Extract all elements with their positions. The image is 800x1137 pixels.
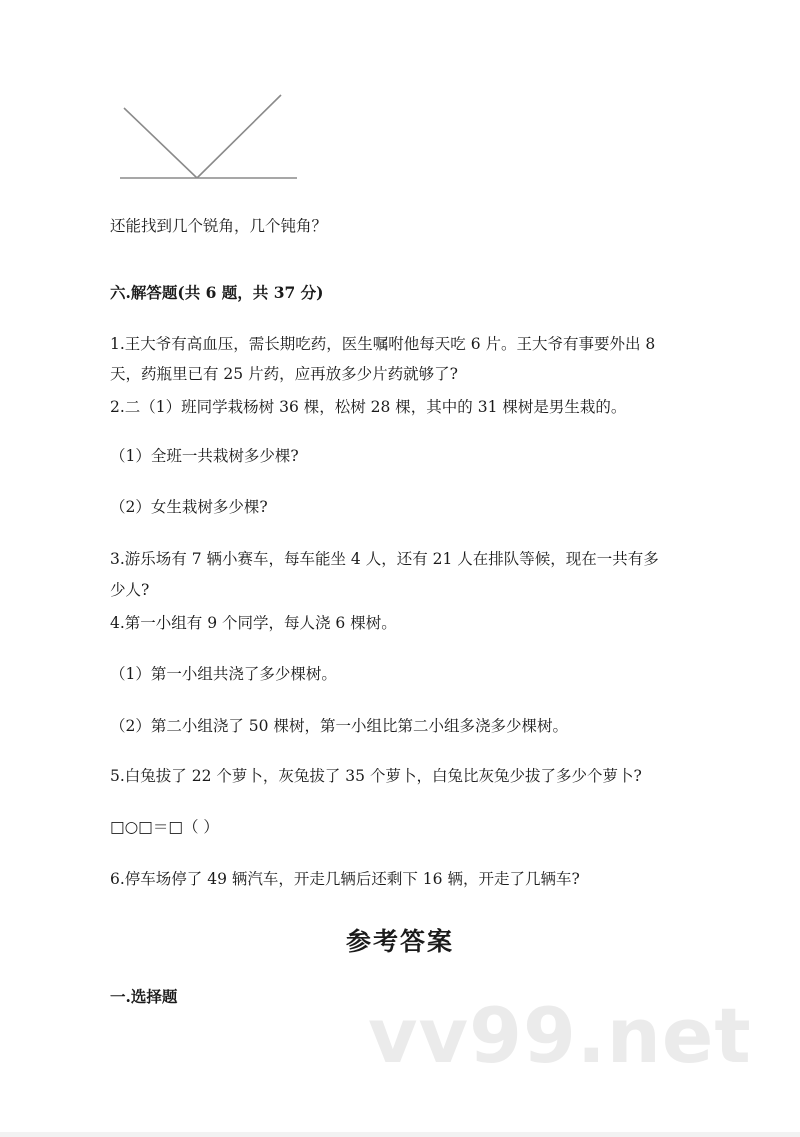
q4: 4.第一小组有 9 个同学，每人浇 6 棵树。 <box>110 614 397 632</box>
q2: 2.二（1）班同学栽杨树 36 棵，松树 28 棵，其中的 31 棵树是男生栽的。 <box>110 398 627 416</box>
question-top: 还能找到几个锐角，几个钝角？ <box>110 217 328 235</box>
q1-line1: 1.王大爷有高血压，需长期吃药，医生嘱咐他每天吃 6 片。王大爷有事要外出 8 <box>110 335 656 353</box>
watermark: vv99.net <box>368 991 752 1080</box>
page-bottom-edge <box>0 1132 800 1137</box>
q4-sub2: （2）第二小组浇了 50 棵树，第一小组比第二小组多浇多少棵树。 <box>110 717 568 735</box>
q2-sub1: （1）全班一共栽树多少棵? <box>110 447 299 465</box>
q3-line1: 3.游乐场有 7 辆小赛车，每车能坐 4 人，还有 21 人在排队等候，现在一共有多 <box>110 550 659 568</box>
ray-right <box>197 95 281 178</box>
answers-title: 参考答案 <box>345 927 454 956</box>
q2-sub2: （2）女生栽树多少棵? <box>110 498 268 516</box>
section6-heading: 六.解答题(共 6 题，共 37 分) <box>110 283 324 302</box>
q3-line2: 少人? <box>110 581 150 599</box>
q4-sub1: （1）第一小组共浇了多少棵树。 <box>110 665 337 683</box>
answers-section1: 一.选择题 <box>110 987 178 1006</box>
q5-formula: □○□＝□（ ） <box>110 818 219 836</box>
q5: 5.白兔拔了 22 个萝卜，灰兔拔了 35 个萝卜，白兔比灰兔少拔了多少个萝卜? <box>110 767 642 785</box>
q6: 6.停车场停了 49 辆汽车，开走几辆后还剩下 16 辆，开走了几辆车? <box>110 870 580 888</box>
angle-figure <box>0 0 800 200</box>
ray-left <box>124 108 197 178</box>
q1-line2: 天，药瓶里已有 25 片药，应再放多少片药就够了? <box>110 365 458 383</box>
